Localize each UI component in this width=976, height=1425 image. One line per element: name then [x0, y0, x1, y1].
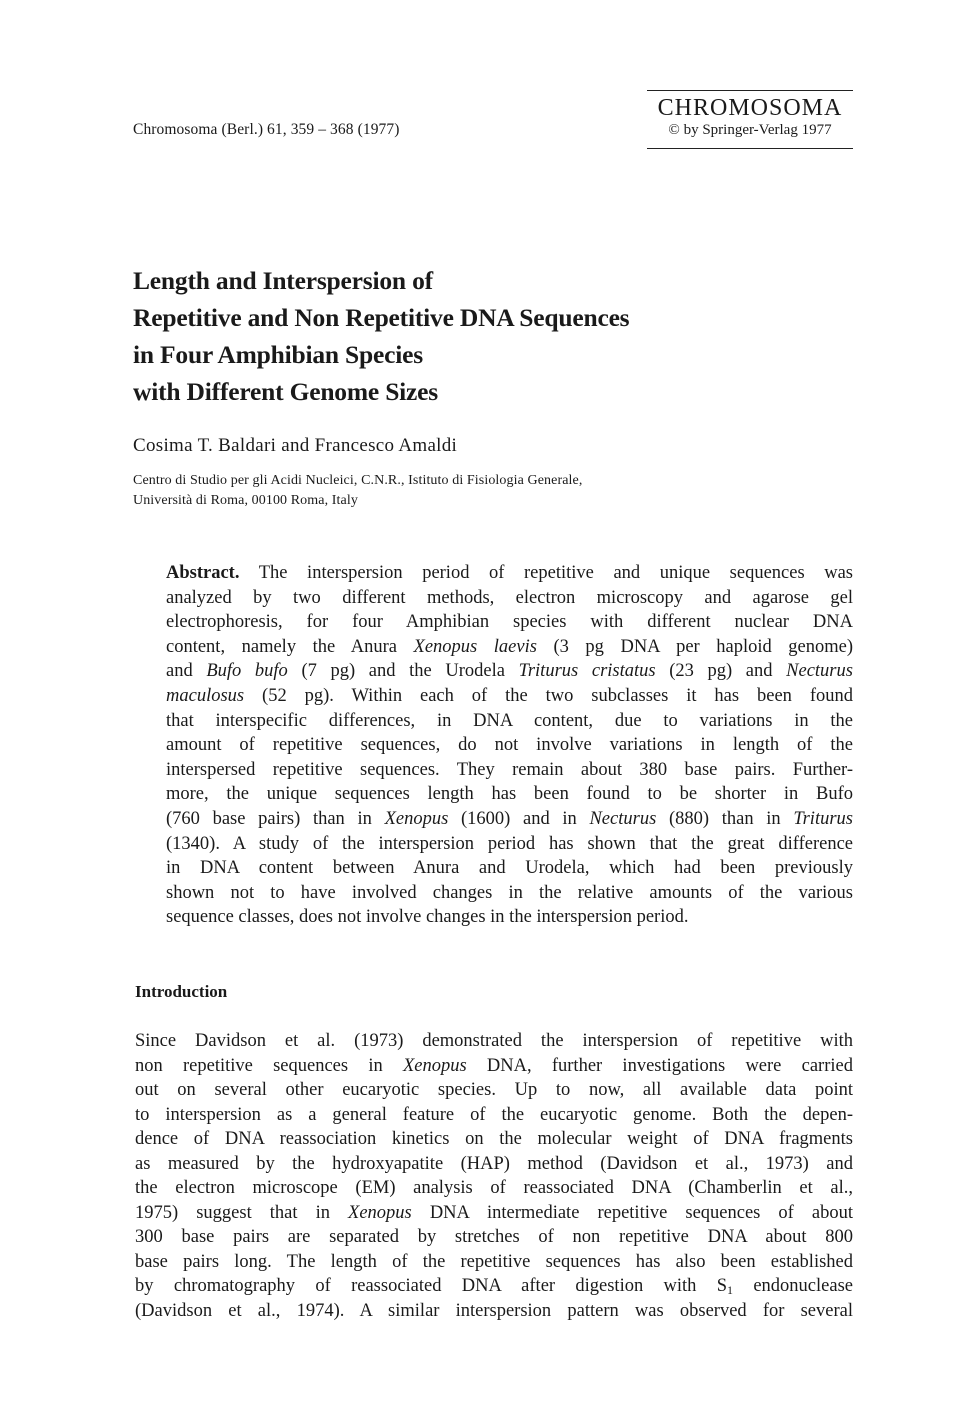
- abstract: [166, 561, 853, 930]
- text-run: (1600) and in: [448, 808, 590, 829]
- introduction-line: [135, 1078, 853, 1103]
- text-run: interspersed repetitive sequences. They remain about 380 base pairs. Further-: [166, 759, 853, 780]
- italic-term: Necturus: [786, 661, 853, 682]
- affiliation-line: Università di Roma, 00100 Roma, Italy: [133, 493, 358, 508]
- text-run: to interspersion as a general feature of the eucaryotic genome. Both the depen-: [135, 1104, 853, 1125]
- text-run: (23 pg) and: [655, 661, 787, 682]
- abstract-line: [166, 807, 853, 832]
- author-list: Cosima T. Baldari and Francesco Amaldi: [133, 435, 458, 456]
- text-run: out on several other eucaryotic species. Up to now, all available data point: [135, 1080, 853, 1100]
- text-run: (760 base pairs) than in: [166, 808, 385, 829]
- introduction-line: [135, 1127, 853, 1152]
- abstract-line: [166, 733, 853, 758]
- italic-term: Triturus cristatus: [518, 661, 656, 682]
- text-run: (880) than in: [656, 808, 794, 829]
- text-run: (52 pg). Within each of the two subclasses it has been found: [244, 685, 853, 706]
- abstract-line: [166, 832, 853, 857]
- text-run: (1340). A study of the interspersion period has shown that the great difference: [166, 833, 853, 854]
- text-run: that interspecific differences, in DNA content, due to variations in the: [166, 710, 853, 731]
- italic-term: Xenopus laevis: [413, 636, 537, 657]
- abstract-line: [166, 758, 853, 783]
- abstract-line: [166, 684, 853, 709]
- affiliation: [133, 471, 582, 511]
- title-line: Length and Interspersion of: [133, 266, 433, 295]
- text-run: sequence classes, does not involve changes in the interspersion period.: [166, 907, 689, 928]
- text-run: electrophoresis, for four Amphibian species with different nuclear DNA: [166, 612, 853, 633]
- italic-term: Bufo bufo: [206, 661, 288, 682]
- text-run: endonuclease: [733, 1276, 853, 1296]
- text-run: in DNA content between Anura and Urodela, which had been previously: [166, 858, 853, 879]
- abstract-line: [166, 635, 853, 660]
- title-line: Repetitive and Non Repetitive DNA Sequences: [133, 303, 630, 332]
- title-line: in Four Amphibian Species: [133, 340, 423, 369]
- text-run: base pairs long. The length of the repetitive sequences has also been established: [135, 1251, 853, 1272]
- abstract-line: [166, 782, 853, 807]
- italic-term: Necturus: [589, 808, 657, 829]
- introduction-line: [135, 1274, 853, 1299]
- text-run: content, namely the Anura: [166, 636, 414, 657]
- text-run: shown not to have involved changes in the relative amounts of the various: [166, 882, 853, 903]
- text-run: (7 pg) and the Urodela: [287, 661, 519, 682]
- italic-term: maculosus: [166, 685, 245, 706]
- abstract-line: [166, 659, 853, 684]
- text-run: analyzed by two different methods, electron microscopy and agarose gel: [166, 587, 853, 608]
- text-run: (3 pg DNA per haploid genome): [536, 636, 853, 657]
- copyright-notice: © by Springer-Verlag 1977: [668, 122, 832, 138]
- italic-term: Xenopus: [402, 1055, 467, 1076]
- italic-term: Xenopus: [348, 1202, 412, 1223]
- abstract-line: [166, 856, 853, 881]
- text-run: 1975) suggest that in: [135, 1202, 349, 1223]
- text-run: and: [166, 661, 207, 682]
- text-run: by chromatography of reassociated DNA after digestion with S: [135, 1276, 728, 1296]
- abstract-line: [166, 561, 853, 586]
- text-run: 300 base pairs are separated by stretches of non repetitive DNA about 800: [135, 1227, 853, 1247]
- abstract-line: [166, 905, 853, 930]
- text-run: more, the unique sequences length has been found to be shorter in Bufo: [166, 784, 853, 805]
- introduction-line: [135, 1299, 853, 1324]
- text-run: non repetitive sequences in: [135, 1055, 403, 1076]
- section-heading-introduction: Introduction: [135, 982, 228, 1001]
- introduction-line: [135, 1176, 853, 1201]
- abstract-label: Abstract.: [166, 563, 240, 583]
- journal-masthead: [647, 90, 853, 149]
- introduction-line: [135, 1029, 853, 1054]
- abstract-line: [166, 881, 853, 906]
- text-run: Since Davidson et al. (1973) demonstrated the interspersion of repetitive with: [135, 1031, 853, 1051]
- title-line: with Different Genome Sizes: [133, 377, 439, 406]
- text-run: amount of repetitive sequences, do not involve variations in length of the: [166, 735, 853, 756]
- introduction-line: [135, 1201, 853, 1226]
- introduction-line: [135, 1250, 853, 1275]
- text-run: The interspersion period of repetitive and unique sequences was: [239, 563, 853, 583]
- abstract-line: [166, 610, 853, 635]
- text-run: DNA intermediate repetitive sequences of about: [411, 1202, 854, 1223]
- text-run: dence of DNA reassociation kinetics on the molecular weight of DNA fragments: [135, 1129, 853, 1149]
- introduction-line: [135, 1103, 853, 1128]
- journal-citation: Chromosoma (Berl.) 61, 359 – 368 (1977): [133, 121, 400, 138]
- abstract-line: [166, 709, 853, 734]
- masthead-top-rule: [647, 90, 853, 91]
- introduction-body: [135, 1029, 853, 1323]
- affiliation-line: Centro di Studio per gli Acidi Nucleici, C.N.R., Istituto di Fisiologia Generale,: [133, 473, 583, 488]
- text-run: the electron microscope (EM) analysis of reassociated DNA (Chamberlin et al.,: [135, 1178, 853, 1198]
- introduction-line: [135, 1225, 853, 1250]
- masthead-bottom-rule: [647, 148, 853, 149]
- introduction-line: [135, 1152, 853, 1177]
- text-run: (Davidson et al., 1974). A similar interspersion pattern was observed for several: [135, 1300, 853, 1321]
- abstract-line: [166, 586, 853, 611]
- italic-term: Triturus: [793, 808, 853, 829]
- text-run: as measured by the hydroxyapatite (HAP) method (Davidson et al., 1973) and: [135, 1153, 853, 1174]
- journal-name: CHROMOSOMA: [657, 95, 843, 121]
- subscript: 1: [727, 1283, 734, 1297]
- text-run: DNA, further investigations were carried: [466, 1055, 853, 1076]
- italic-term: Xenopus: [384, 808, 449, 829]
- introduction-line: [135, 1054, 853, 1079]
- article-title: [133, 262, 629, 410]
